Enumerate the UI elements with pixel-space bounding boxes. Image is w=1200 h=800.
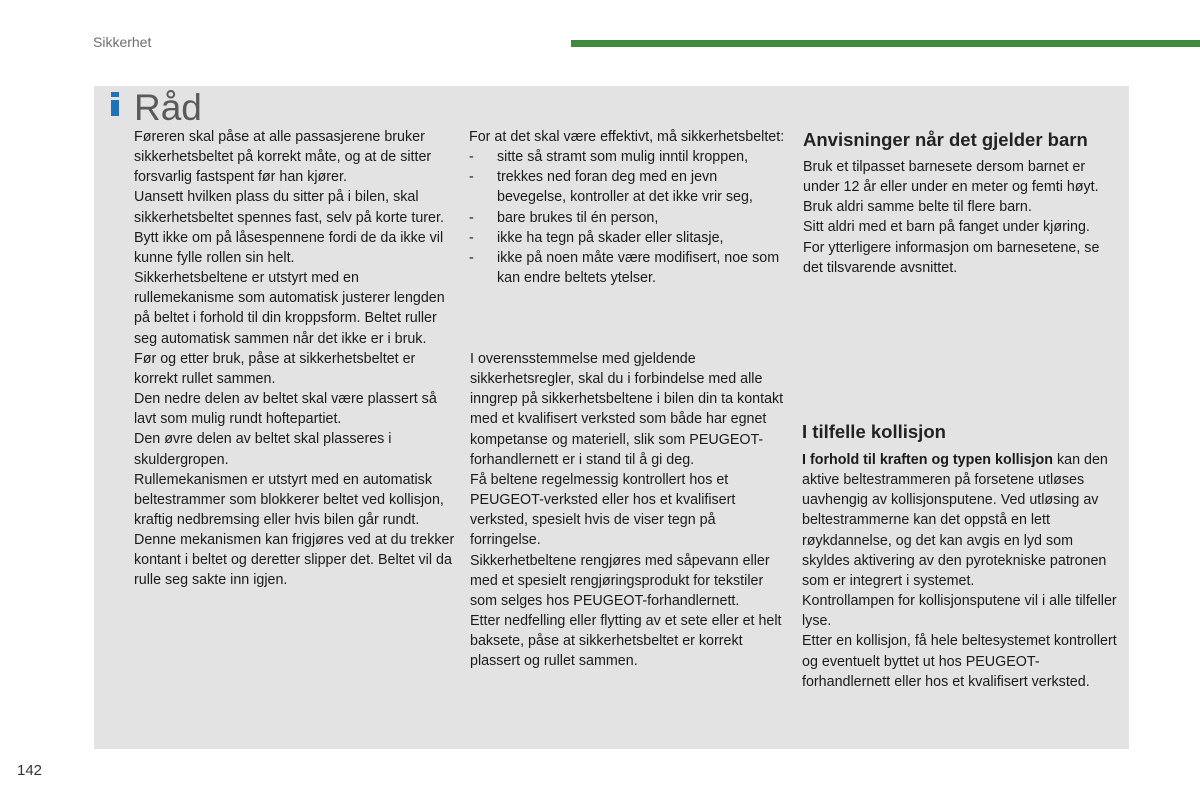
section-label: Sikkerhet: [93, 34, 152, 50]
list-item: - bare brukes til én person,: [469, 208, 789, 228]
paragraph: Etter nedfelling eller flytting av et sete eller et helt baksete, påse at sikkerhetsbeltet er korrekt plassert og rullet sammen.: [470, 613, 782, 670]
info-icon: [110, 92, 120, 118]
advice-column-1: [134, 127, 456, 591]
paragraph: Sikkerhetsbeltene er utstyrt med en rullemekanisme som automatisk justerer lengden på beltet i forhold til din kroppsform. Beltet ruller seg automatisk sammen når det ikke er i bruk.: [134, 270, 445, 347]
paragraph: Bruk aldri samme belte til flere barn.: [803, 199, 1032, 216]
paragraph: Den øvre delen av beltet skal plasseres i skuldergropen.: [134, 431, 392, 468]
paragraph: Etter en kollisjon, få hele beltesystemet kontrollert og eventuelt byttet ut hos PEUGEOT-forhandlernett eller hos et kvalifisert verksted.: [802, 633, 1117, 690]
list-item: - trekkes ned foran deg med en jevn bevegelse, kontroller at det ikke vrir seg,: [469, 167, 789, 207]
paragraph: Få beltene regelmessig kontrollert hos et PEUGEOT-verksted eller hos et kvalifisert verksted, spesielt hvis de viser tegn på forringelse.: [470, 471, 736, 549]
bold-lead-in: I forhold til kraften og typen kollisjon: [802, 452, 1053, 468]
paragraph: I overensstemmelse med gjeldende sikkerhetsregler, skal du i forbindelse med alle inngrep på sikkerhetsbeltene i bilen din ta kontakt med et kvalifisert verksted som både har egnet kompetanse og materiell, slik som PEUGEOT-forhandlernett er i stand til å gi deg.: [470, 351, 784, 468]
paragraph: For ytterligere informasjon om barnesetene, se det tilsvarende avsnittet.: [803, 239, 1100, 276]
list-item: - sitte så stramt som mulig inntil kroppen,: [469, 147, 789, 167]
paragraph: Sikkerhetbeltene rengjøres med såpevann eller med et spesielt rengjøringsprodukt for tekstiler som selges hos PEUGEOT-forhandlernett.: [470, 552, 770, 609]
children-heading: Anvisninger når det gjelder barn: [803, 129, 1088, 150]
paragraph: Bruk et tilpasset barnesete dersom barnet er under 12 år eller under en meter og femti høyt.: [803, 159, 1099, 196]
paragraph: Rullemekanismen er utstyrt med en automatisk beltestrammer som blokkerer beltet ved kollisjon, kraftig nedbremsing eller hvis bilen går rundt. Denne mekanismen kan frigjøres ved at du trekker kontant i beltet og deretter slipper det. Beltet vil da rulle seg sakte inn igjen.: [134, 471, 455, 589]
paragraph: [802, 450, 1122, 591]
paragraph: Uansett hvilken plass du sitter på i bilen, skal sikkerhetsbeltet spennes fast, selv på korte turer.: [134, 189, 444, 226]
paragraph: Bytt ikke om på låsespennene fordi de da ikke vil kunne fylle rollen sin helt.: [134, 229, 444, 266]
list-item: - ikke på noen måte være modifisert, noe som kan endre beltets ytelser.: [469, 248, 789, 288]
children-column: [803, 157, 1123, 278]
paragraph: Før og etter bruk, påse at sikkerhetsbeltet er korrekt rullet sammen.: [134, 350, 416, 387]
section-accent-bar: [571, 40, 1200, 47]
maintenance-column: [470, 349, 790, 672]
collision-column: [802, 450, 1122, 692]
advice-column-2: [469, 127, 789, 288]
paragraph: Føreren skal påse at alle passasjerene bruker sikkerhetsbeltet på korrekt måte, og at de sitter forsvarlig fastspent før han kjører.: [134, 129, 432, 186]
page-number: 142: [17, 762, 43, 779]
paragraph: Den nedre delen av beltet skal være plassert så lavt som mulig rundt hoftepartiet.: [134, 391, 437, 428]
list-intro: For at det skal være effektivt, må sikkerhetsbeltet:: [469, 129, 785, 145]
panel-title: Råd: [134, 87, 202, 128]
paragraph: Sitt aldri med et barn på fanget under kjøring.: [803, 219, 1090, 236]
requirements-list: [469, 147, 789, 288]
paragraph: Kontrollampen for kollisjonsputene vil i alle tilfeller lyse.: [802, 593, 1117, 630]
list-item: - ikke ha tegn på skader eller slitasje,: [469, 228, 789, 248]
collision-heading: I tilfelle kollisjon: [802, 421, 946, 442]
paragraph-text: kan den aktive beltestrammeren på forsetene utløses uavhengig av kollisjonsputene. Ved utløsing av beltestrammerne kan det oppstå en lett røykdannelse, og det kan avgis en lyd som skyldes aktivering av den pyrotekniske patronen som er integrert i systemet.: [802, 452, 1108, 589]
